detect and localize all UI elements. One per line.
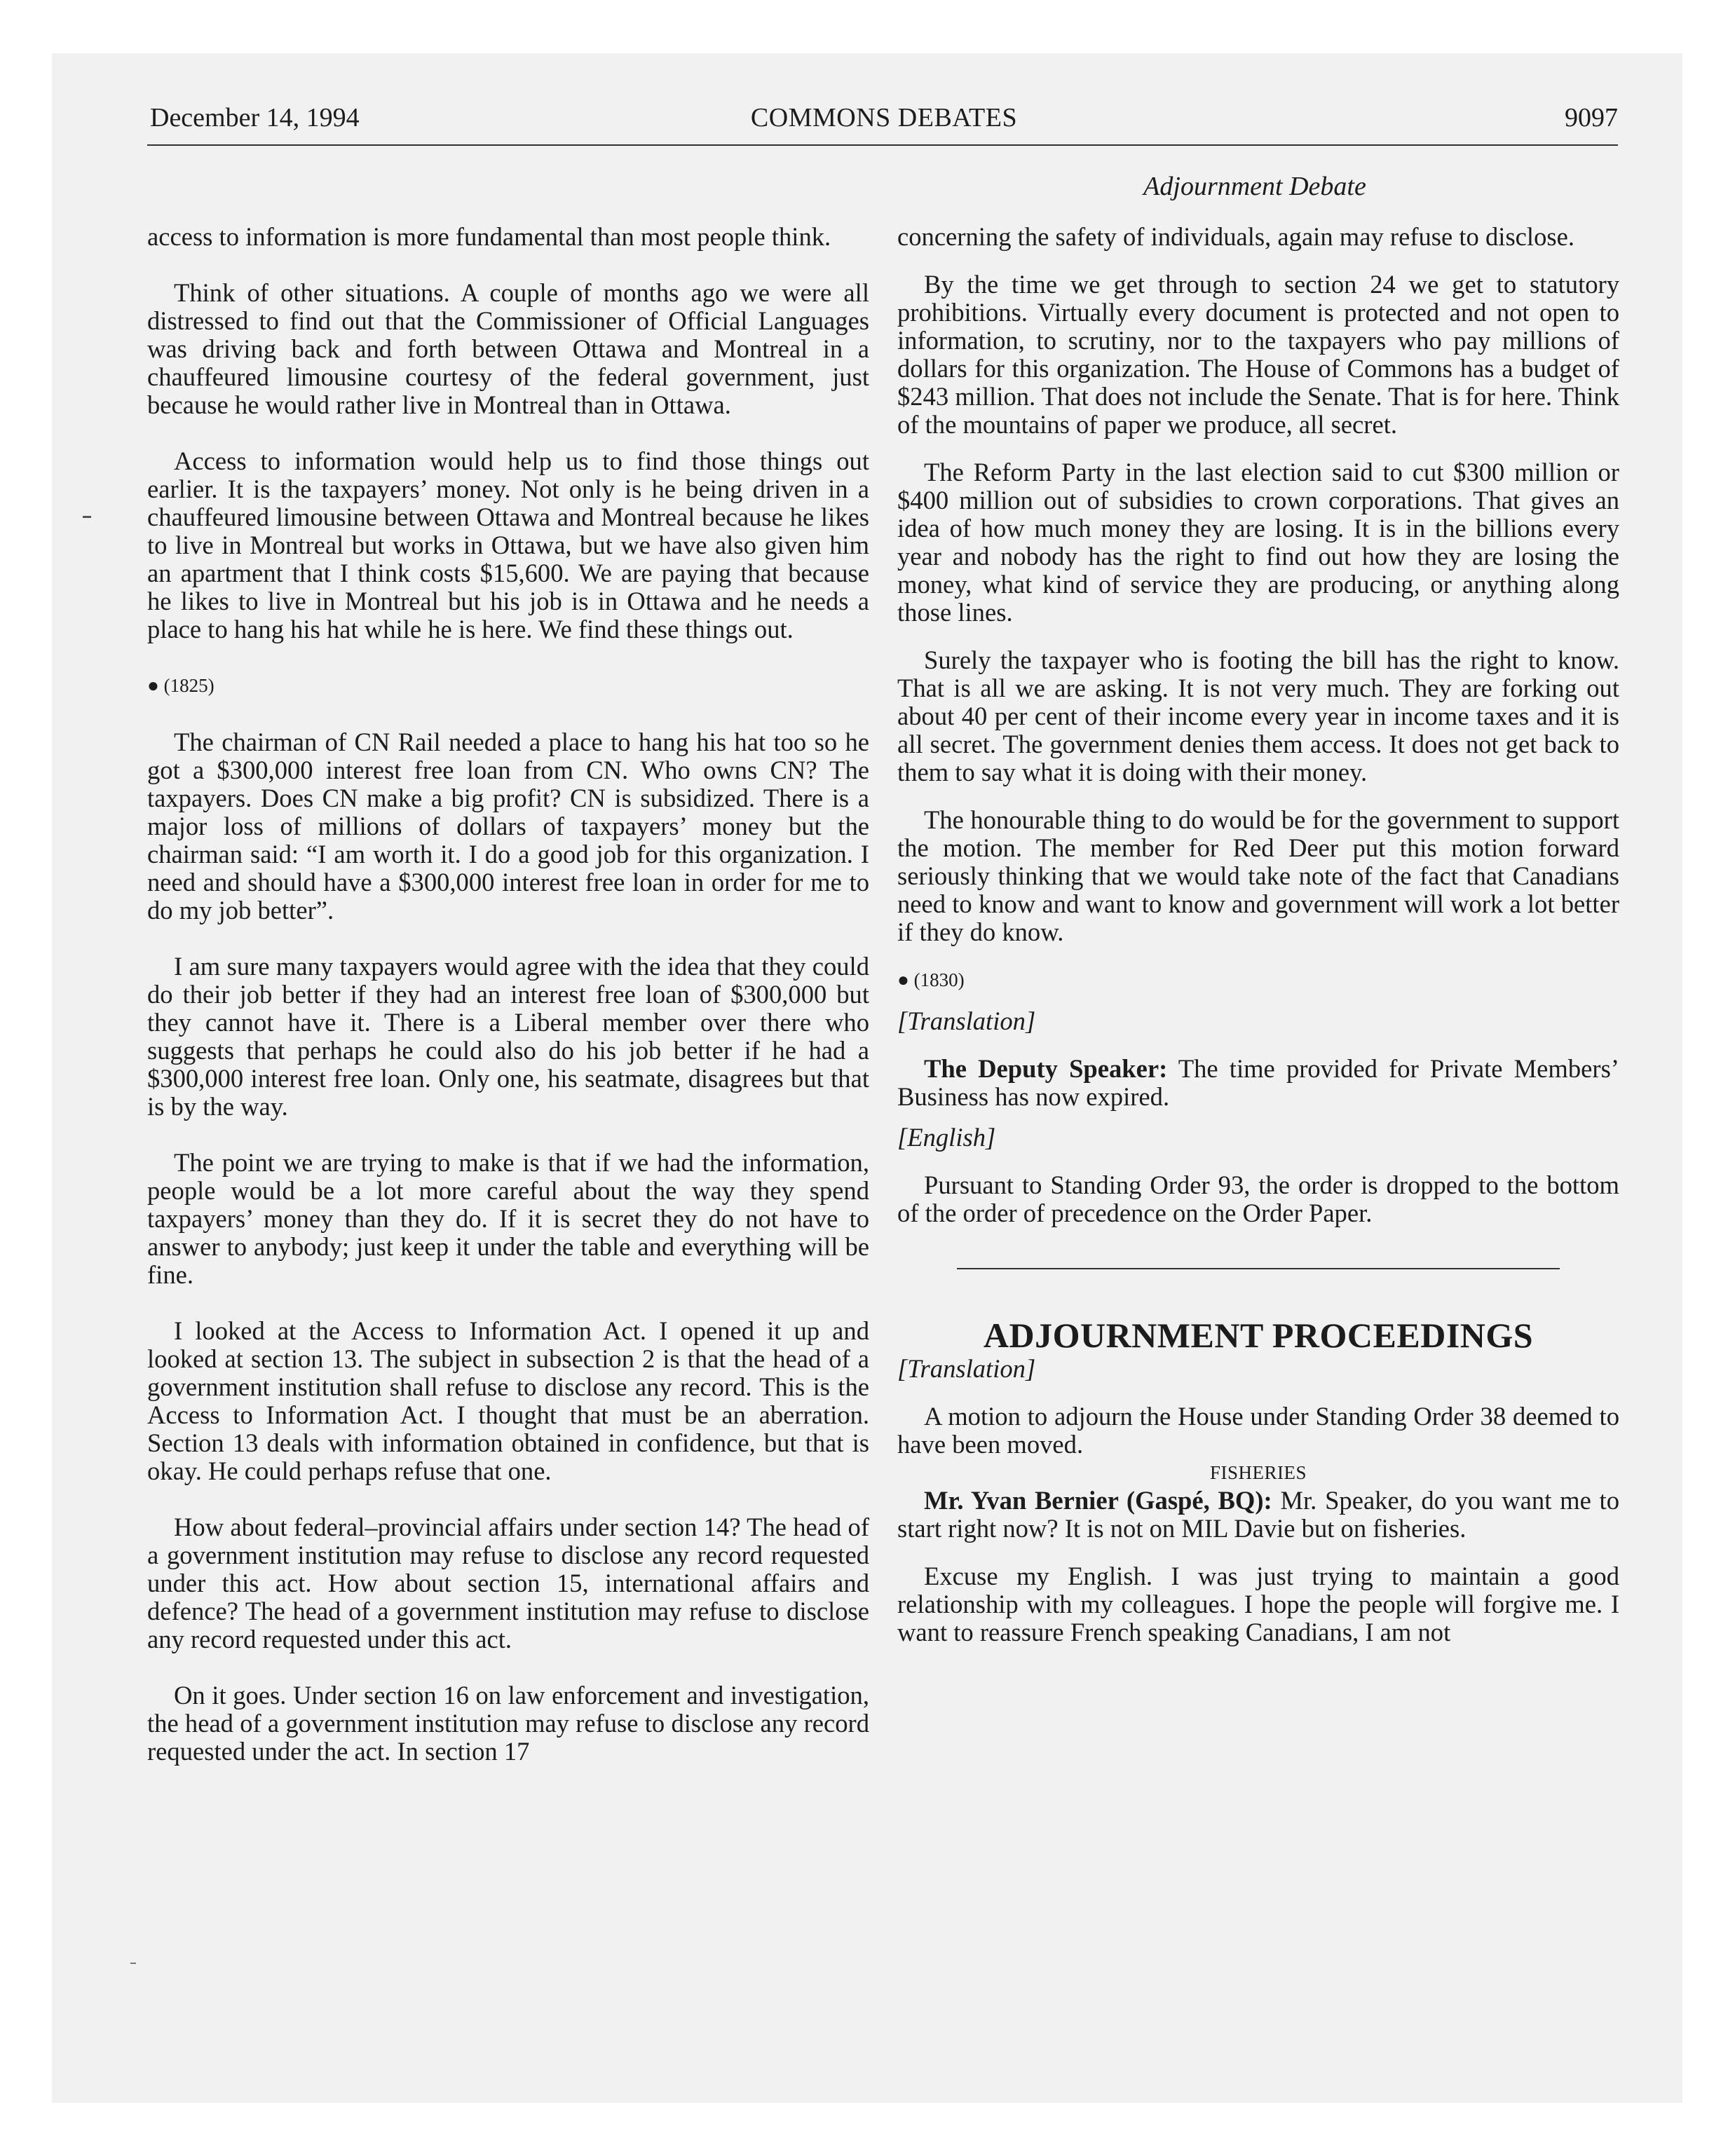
paragraph: How about federal–provincial affairs under section 14? The head of a government institution may refuse to disclose any record requested under this act. How about section 15, international affairs and defence? The head of a government institution may refuse to disclose any record requested under this act. xyxy=(147,1513,869,1653)
bullet-icon: ● xyxy=(147,675,159,697)
paragraph: concerning the safety of individuals, again may refuse to disclose. xyxy=(897,222,1574,251)
paragraph: The chairman of CN Rail needed a place to hang his hat too so he got a $300,000 interest free loan from CN. Who owns CN? The taxpayers. Does CN make a big profit? CN is subsidized. There is a major loss of millions of dollars of taxpayers’ money but the chairman said: “I am worth it. I do a good job for this organization. I need and should have a $300,000 interest free loan in order for me to do my job better”. xyxy=(147,728,869,925)
header-page-number: 9097 xyxy=(1565,103,1618,132)
paragraph: Excuse my English. I was just trying to maintain a good relationship with my colleagues. I hope the people will forgive me. I want to reassure French speaking Canadians, I am not xyxy=(897,1562,1619,1646)
section-divider xyxy=(957,1268,1560,1269)
speaker-paragraph xyxy=(897,1055,1619,1111)
header-date: December 14, 1994 xyxy=(150,103,360,132)
language-tag: [English] xyxy=(897,1123,996,1152)
paragraph: access to information is more fundamental than most people think. xyxy=(147,222,831,251)
margin-mark xyxy=(83,516,91,518)
paragraph: Access to information would help us to find those things out earlier. It is the taxpayers’ money. Not only is he being driven in a chauffeured limousine between Ottawa and Montreal because he likes to live in Montreal but works in Ottawa, but we have also given him an apartment that I think costs $15,600. We are paying that because he likes to live in Montreal but his job is in Ottawa and he needs a place to hang his hat while he is here. We find these things out. xyxy=(147,446,869,643)
time-marker xyxy=(897,966,1619,995)
paragraph: The Reform Party in the last election said to cut $300 million or $400 million out of subsidies to crown corporations. That gives an idea of how much money they are losing. It is in the billions every year and nobody has the right to find out how they are losing the money, what kind of service they are producing, or anything along those lines. xyxy=(897,458,1619,627)
section-label: Adjournment Debate xyxy=(1143,172,1366,201)
header-rule xyxy=(147,144,1618,146)
right-column xyxy=(897,223,1619,1646)
speaker-name: The Deputy Speaker: xyxy=(924,1054,1168,1083)
speaker-paragraph xyxy=(897,1487,1619,1543)
paragraph: I looked at the Access to Information Act. I opened it up and looked at section 13. The subject in subsection 2 is that the head of a government institution shall refuse to disclose any record. This is the Access to Information Act. I thought that must be an aberration. Section 13 deals with information obtained in confidence, but that is okay. He could perhaps refuse that one. xyxy=(147,1316,869,1485)
header-journal-title: COMMONS DEBATES xyxy=(750,103,1018,132)
time-marker-text: (1825) xyxy=(163,675,215,696)
translation-tag: [Translation] xyxy=(897,1354,1036,1383)
time-marker xyxy=(147,671,869,700)
speaker-name: Mr. Yvan Bernier (Gaspé, BQ): xyxy=(924,1486,1272,1515)
paragraph: By the time we get through to section 24 we get to statutory prohibitions. Virtually every document is protected and not open to information, to scrutiny, nor to the taxpayers who pay millions of dollars for this organization. The House of Commons has a budget of $243 million. That does not include the Senate. That is for here. Think of the mountains of paper we produce, all secret. xyxy=(897,270,1619,439)
time-marker-text: (1830) xyxy=(913,969,965,990)
subheading: FISHERIES xyxy=(1209,1462,1307,1483)
paragraph: I am sure many taxpayers would agree with the idea that they could do their job better if they had an interest free loan of $300,000 but they cannot have it. There is a Liberal member over there who suggests that perhaps he could also do his job better if he had a $300,000 interest free loan. Only one, his seatmate, disagrees but that is by the way. xyxy=(147,952,869,1121)
paragraph: A motion to adjourn the House under Standing Order 38 deemed to have been moved. xyxy=(897,1402,1619,1459)
speaker-text: Mr. Speaker, do you want me to start right now? It is not on MIL Davie but on fisheries. xyxy=(897,1486,1620,1543)
running-header xyxy=(150,102,1618,142)
paragraph: Think of other situations. A couple of months ago we were all distressed to find out that the Commissioner of Official Languages was driving back and forth between Ottawa and Montreal in a chauffeured limousine courtesy of the federal government, just because he would rather live in Montreal than in Ottawa. xyxy=(147,278,869,419)
paragraph: The point we are trying to make is that if we had the information, people would be a lot more careful about the way they spend taxpayers’ money than they do. If it is secret they do not have to answer to anybody; just keep it under the table and everything will be fine. xyxy=(147,1148,869,1289)
paragraph: The honourable thing to do would be for the government to support the motion. The member for Red Deer put this motion forward seriously thinking that we would take note of the fact that Canadians need to know and want to know and government will work a lot better if they do know. xyxy=(897,805,1619,946)
speaker-text: The time provided for Private Members’ Business has now expired. xyxy=(897,1054,1619,1111)
margin-mark xyxy=(130,1963,136,1964)
paragraph: Surely the taxpayer who is footing the bill has the right to know. That is all we are asking. It is not very much. They are forking out about 40 per cent of their income every year in income taxes and it is all secret. The government denies them access. It does not get back to them to say what it is doing with their money. xyxy=(897,646,1619,786)
paragraph: On it goes. Under section 16 on law enforcement and investigation, the head of a government institution may refuse to disclose any record requested under the act. In section 17 xyxy=(147,1681,869,1766)
paragraph: Pursuant to Standing Order 93, the order is dropped to the bottom of the order of precedence on the Order Paper. xyxy=(897,1171,1619,1227)
left-column xyxy=(147,223,869,1766)
translation-tag: [Translation] xyxy=(897,1007,1036,1035)
section-heading: ADJOURNMENT PROCEEDINGS xyxy=(983,1316,1534,1355)
bullet-icon: ● xyxy=(897,969,909,991)
